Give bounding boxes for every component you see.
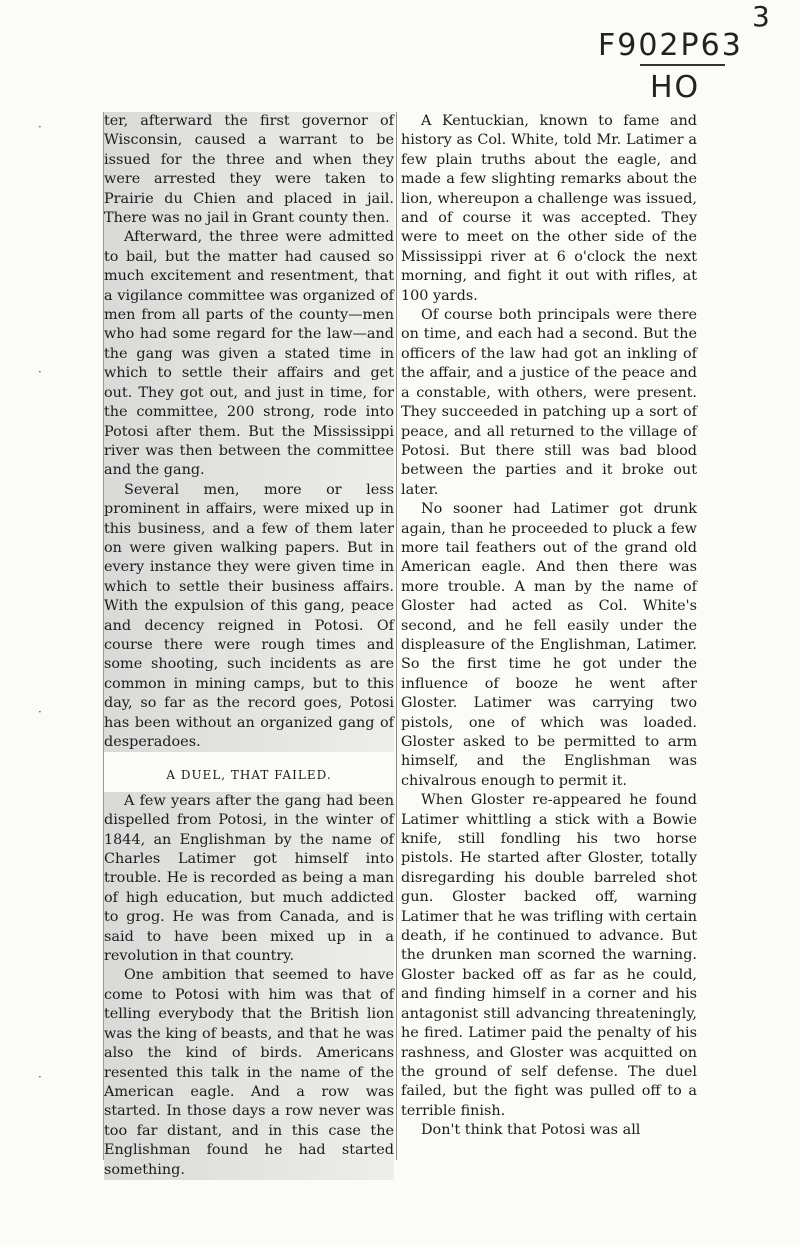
paragraph: Don't think that Potosi was all	[421, 1122, 641, 1139]
column-divider	[396, 112, 397, 1160]
page-number-annotation: 3	[752, 0, 772, 33]
right-column	[401, 112, 697, 1160]
handwritten-code: F902P63	[598, 28, 743, 63]
paragraph: Of course both principals were there on time, and each had a second. But the officers of the law had got an inkling of the affair, and a justice of the peace and a constable, with others, were present. They succeeded in patching up a sort of peace, and all returned to the village of Potosi. But there still was bad blood between the parties and it broke out later.	[401, 307, 697, 498]
paragraph: Afterward, the three were admitted to bail, but the matter had caused so much excitement and resentment, that a vigilance committee was organized of men from all parts of the county—men who had some regard for the law—and the gang was given a stated time in which to settle their affairs and get out. They got out, and just in time, for the committee, 200 strong, rode into Potosi after them. But the Mississippi river was then between the committee and the gang.	[104, 228, 394, 480]
binding-mark: ·	[38, 1070, 42, 1084]
binding-mark: ·	[38, 365, 42, 379]
annotation-underline	[640, 64, 725, 66]
paragraph: No sooner had Latimer got drunk again, than he proceeded to pluck a few more tail feathers out of the grand old American eagle. And then there was more trouble. A man by the name of Gloster had acted as Col. White's second, and he fell easily under the displeasure of the Englishman, Latimer. So the first time he got under the influence of booze he went after Gloster. Latimer was carrying two pistols, one of which was loaded. Gloster asked to be permitted to arm himself, and the Englishman was chivalrous enough to permit it.	[401, 501, 697, 789]
section-heading: A DUEL, THAT FAILED.	[166, 768, 332, 783]
paragraph: ter, afterward the first governor of Wisconsin, caused a warrant to be issued for the three and when they were arrested they were taken to Prairie du Chien and placed in jail. There was no jail in Grant county then.	[104, 112, 394, 228]
paragraph: A Kentuckian, known to fame and history as Col. White, told Mr. Latimer a few plain truths about the eagle, and made a few slighting remarks about the lion, whereupon a challenge was issued, and of course it was accepted. They were to meet on the other side of the Mississippi river at 6 o'clock the next morning, and fight it out with rifles, at 100 yards.	[401, 113, 697, 304]
newspaper-clipping	[103, 112, 707, 1178]
binding-mark: ·	[38, 120, 42, 134]
left-column	[104, 112, 394, 1178]
handwritten-subcode: HO	[650, 70, 701, 105]
paragraph: One ambition that seemed to have come to Potosi with him was that of telling everybody that the British lion was the king of beasts, and that he was also the kind of birds. Americans resented this talk in the name of the American eagle. And a row was started. In those days a row never was too far distant, and in this case the Englishman found he had started something.	[104, 966, 394, 1179]
binding-mark: ·	[38, 705, 42, 719]
paragraph: A few years after the gang had been dispelled from Potosi, in the winter of 1844, an Englishman by the name of Charles Latimer got himself into trouble. He is recorded as being a man of high education, but much addicted to grog. He was from Canada, and is said to have been mixed up in a revolution in that country.	[104, 792, 394, 967]
paragraph: Several men, more or less prominent in affairs, were mixed up in this business, and a few of them later on were given walking papers. But in every instance they were given time in which to settle their business affairs. With the expulsion of this gang, peace and decency reigned in Potosi. Of course there were rough times and some shooting, such incidents as are common in mining camps, but to this day, so far as the record goes, Potosi has been without an organized gang of desperadoes.	[104, 481, 394, 753]
paragraph: When Gloster re-appeared he found Latimer whittling a stick with a Bowie knife, still fondling his two horse pistols. He started after Gloster, totally disregarding his double barreled shot gun. Gloster backed off, warning Latimer that he was trifling with certain death, if he continued to advance. But the drunken man scorned the warning. Gloster backed off as far as he could, and finding himself in a corner and his antagonist still advancing threateningly, he fired. Latimer paid the penalty of his rashness, and Gloster was acquitted on the ground of self defense. The duel failed, but the fight was pulled off to a terrible finish.	[401, 792, 697, 1119]
